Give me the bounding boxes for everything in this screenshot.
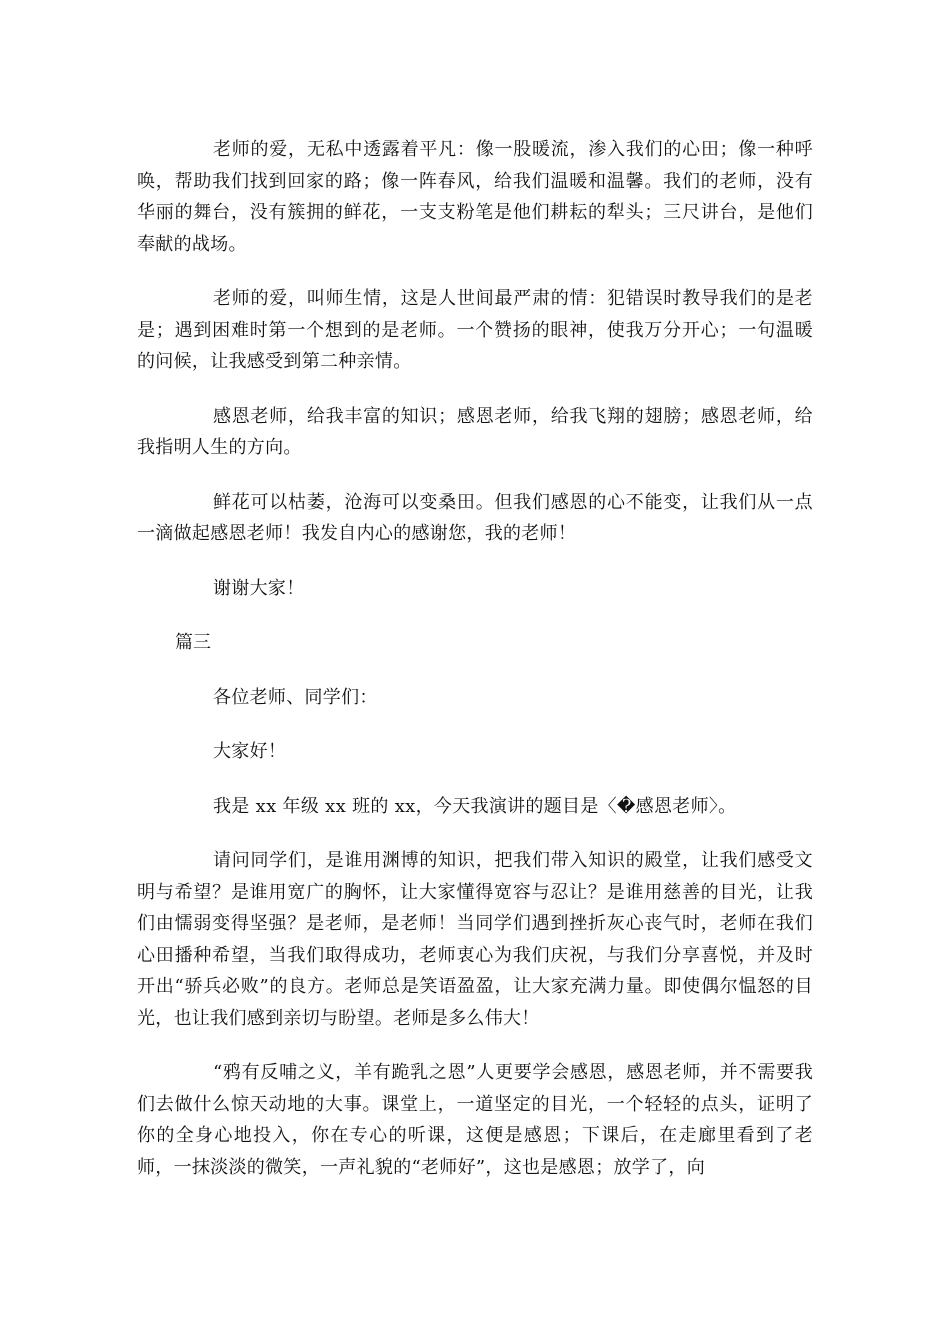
paragraph-thank-teacher: 感恩老师，给我丰富的知识；感恩老师，给我飞翔的翅膀；感恩老师，给我指明人生的方向。 (137, 405, 813, 458)
paragraph-who-is-teacher: 请问同学们，是谁用渊博的知识，把我们带入知识的殿堂，让我们感受文明与希望？是谁用宽广的胸怀，让大家懂得宽容与忍让？是谁用慈善的目光，让我们由懦弱变得坚强？是老师，是老师！当同学们遇到挫折灰心丧气时，老师在我们心田播种希望，当我们取得成功，老师衷心为我们庆祝，与我们分享喜悦，并及时开出“骄兵必败”的良方。老师总是笑语盈盈，让大家充满力量。即使偶尔愠怒的目光，也让我们感到亲切与盼望。老师是多么伟大！ (137, 850, 813, 1029)
paragraph-teacher-love: 老师的爱，无私中透露着平凡：像一股暖流，渗入我们的心田；像一种呼唤，帮助我们找到回家的路；像一阵春风，给我们温暖和温馨。我们的老师，没有华丽的舞台，没有簇拥的鲜花，一支支粉笔是他们耕耘的犁头；三尺讲台，是他们奉献的战场。 (137, 139, 813, 255)
section-title: 篇三 (175, 632, 211, 653)
paragraph-hello-everyone: 大家好！ (213, 741, 287, 762)
paragraph-gratitude-actions: “鸦有反哺之义，羊有跪乳之恩”人更要学会感恩，感恩老师，并不需要我们去做什么惊天动地的大事。课堂上，一道坚定的目光，一个轻轻的点头，证明了你的全身心地投入，你在专心的听课，这便是感恩；下课后，在走廊里看到了老师，一抹淡淡的微笑，一声礼貌的“老师好”，这也是感恩；放学了，向 (137, 1062, 813, 1178)
paragraph-thanks-everyone: 谢谢大家！ (213, 577, 305, 599)
paragraph-teacher-student-bond: 老师的爱，叫师生情，这是人世间最严肃的情：犯错误时教导我们的是老是；遇到困难时第一个想到的是老师。一个赞扬的眼神，使我万分开心；一句温暖的问候，让我感受到第二种亲情。 (137, 288, 813, 372)
paragraph-speech-topic: 我是 xx 年级 xx 班的 xx，今天我演讲的题目是〈�感恩老师〉。 (213, 795, 737, 817)
paragraph-greeting-audience: 各位老师、同学们： (213, 686, 378, 708)
document-body (137, 134, 813, 1183)
paragraph-grateful-heart: 鲜花可以枯萎，沧海可以变桑田。但我们感恩的心不能变，让我们从一点一滴做起感恩老师！我发自内心的感谢您，我的老师！ (137, 491, 813, 544)
